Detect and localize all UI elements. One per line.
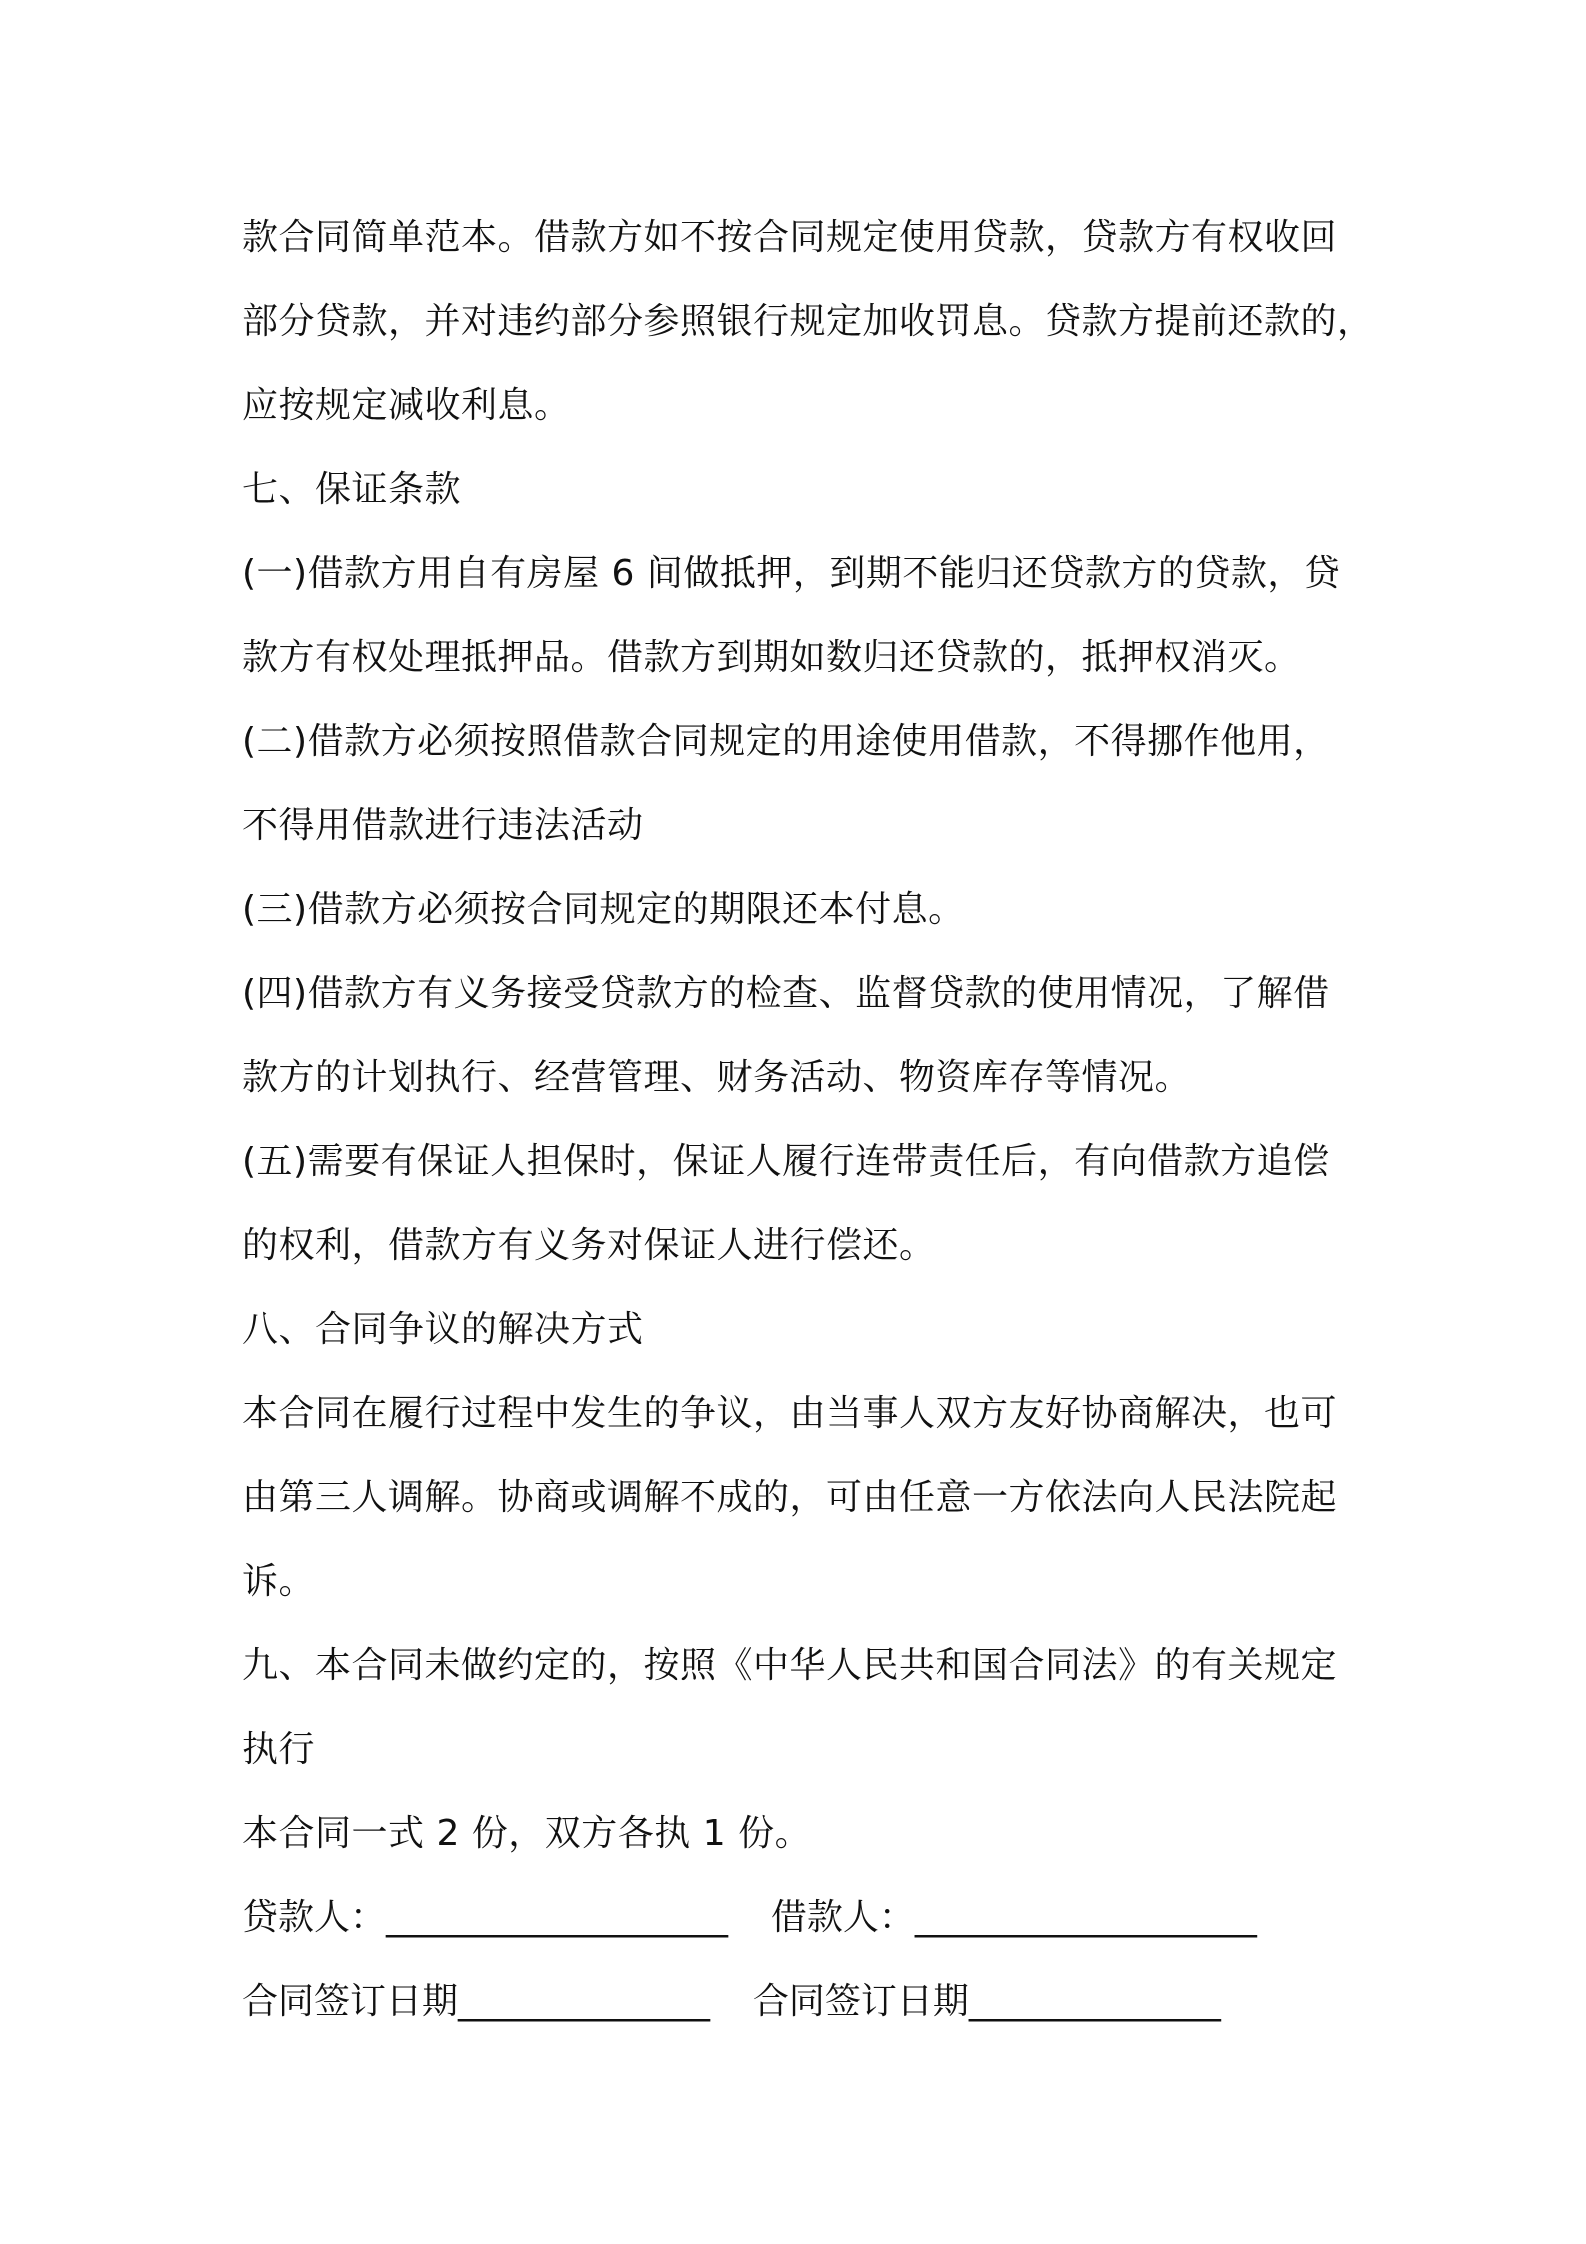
text-line: 款方有权处理抵押品。借款方到期如数归还贷款的，抵押权消灭。 (242, 637, 1301, 678)
text-line: 本合同在履行过程中发生的争议，由当事人双方友好协商解决，也可 (242, 1393, 1338, 1434)
text-line: (一)借款方用自有房屋 6 间做抵押，到期不能归还贷款方的贷款，贷 (242, 553, 1341, 594)
date-row (242, 1960, 1362, 2044)
text-line: (三)借款方必须按合同规定的期限还本付息。 (242, 889, 965, 930)
lender-date-line: 合同签订日期______________ (242, 1981, 711, 2022)
signature-row (242, 1876, 1362, 1960)
text-line: (五)需要有保证人担保时，保证人履行连带责任后，有向借款方追偿 (242, 1141, 1330, 1182)
text-line: 诉。 (242, 1561, 316, 1602)
text-line: 部分贷款，并对违约部分参照银行规定加收罚息。贷款方提前还款的， (242, 301, 1374, 342)
borrower-date-line: 合同签订日期______________ (752, 1981, 1221, 2022)
text-line: 执行 (242, 1729, 316, 1770)
section-heading: 八、合同争议的解决方式 (242, 1309, 644, 1350)
borrower-signature-line: 借款人：___________________ (770, 1897, 1257, 1938)
text-line: 的权利，借款方有义务对保证人进行偿还。 (242, 1225, 936, 1266)
text-line: (二)借款方必须按照借款合同规定的用途使用借款，不得挪作他用， (242, 721, 1330, 762)
text-line: 不得用借款进行违法活动 (242, 805, 644, 846)
text-line: 款方的计划执行、经营管理、财务活动、物资库存等情况。 (242, 1057, 1192, 1098)
section-heading: 九、本合同未做约定的，按照《中华人民共和国合同法》的有关规定 (242, 1645, 1338, 1686)
text-line: 款合同简单范本。借款方如不按合同规定使用贷款，贷款方有权收回 (242, 217, 1338, 258)
text-line: 由第三人调解。协商或调解不成的，可由任意一方依法向人民法院起 (242, 1477, 1338, 1518)
lender-signature-line: 贷款人：___________________ (242, 1897, 729, 1938)
text-line: 本合同一式 2 份，双方各执 1 份。 (242, 1813, 812, 1854)
text-line: 应按规定减收利息。 (242, 385, 571, 426)
contract-body (242, 196, 1374, 2044)
section-heading: 七、保证条款 (242, 469, 462, 510)
text-line: (四)借款方有义务接受贷款方的检查、监督贷款的使用情况，了解借 (242, 973, 1330, 1014)
